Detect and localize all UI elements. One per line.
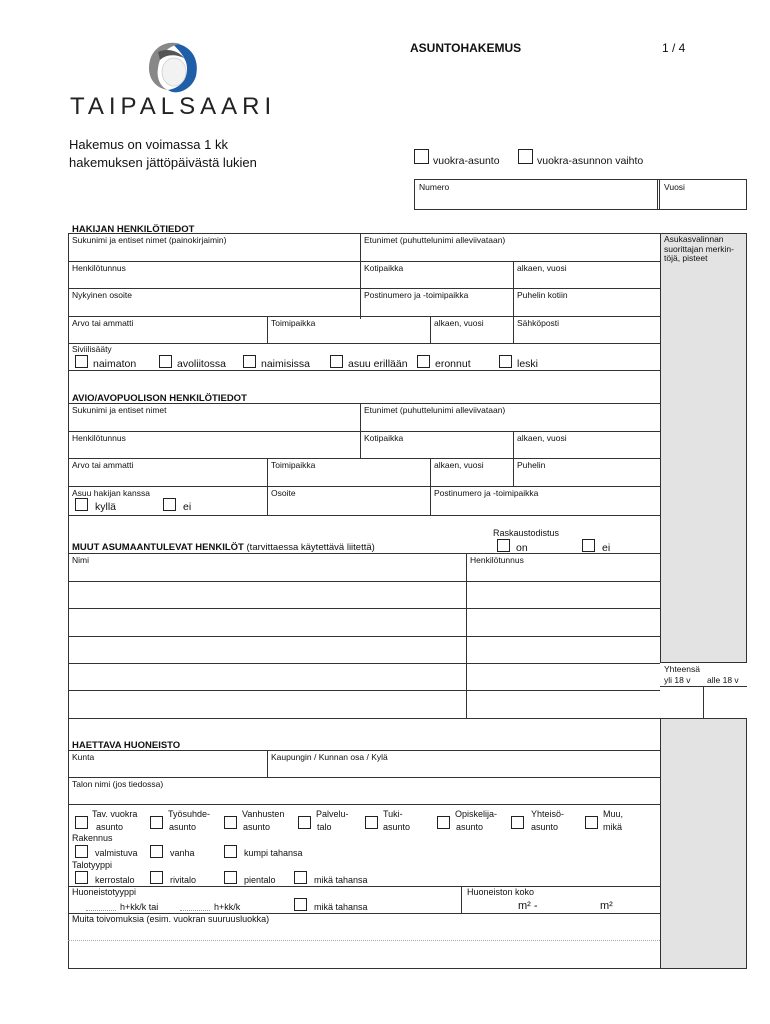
type-label-6b: asunto	[456, 822, 484, 832]
row-line	[68, 690, 660, 691]
validity-text-1: Hakemus on voimassa 1 kk	[69, 137, 228, 152]
municipality-field[interactable]	[70, 762, 265, 776]
applicant-firstnames-label: Etunimet (puhuttelunimi alleviivataan)	[364, 235, 506, 245]
form-title: ASUNTOHAKEMUS	[410, 41, 522, 55]
person-ssn-1[interactable]	[468, 566, 658, 581]
applicant-hometown-label: Kotipaikka	[364, 263, 404, 273]
checkbox-building-any[interactable]	[224, 845, 237, 858]
checkbox-type-community[interactable]	[511, 816, 524, 829]
spouse-workplace-field[interactable]	[269, 470, 428, 485]
spouse-firstnames-field[interactable]	[362, 415, 658, 431]
building-label: Rakennus	[72, 833, 113, 843]
over18-label: yli 18 v	[664, 675, 691, 685]
name-column-header: Nimi	[72, 555, 89, 565]
marital-label: Siviilisääty	[72, 344, 112, 354]
building-opt-any: kumpi tahansa	[244, 848, 303, 858]
pregnancy-no-label: ei	[602, 542, 611, 554]
room-any-label: mikä tahansa	[314, 902, 368, 912]
checkbox-leski[interactable]	[499, 355, 512, 368]
spouse-phone-field[interactable]	[515, 470, 658, 485]
spouse-postal-label: Postinumero ja -toimipaikka	[434, 488, 539, 498]
person-ssn-2[interactable]	[468, 583, 658, 607]
applicant-since2-label: alkaen, vuosi	[434, 318, 484, 328]
checkbox-type-other[interactable]	[585, 816, 598, 829]
house-type-apartment: kerrostalo	[95, 875, 135, 885]
type-label-8b: mikä	[603, 822, 623, 832]
person-ssn-5[interactable]	[468, 665, 658, 689]
total-label: Yhteensä	[664, 664, 700, 674]
divider	[513, 261, 514, 319]
spouse-hometown-label: Kotipaikka	[364, 433, 404, 443]
other-wishes-label: Muita toivomuksia (esim. vuokran suuruusluokka)	[72, 914, 270, 924]
person-row-1[interactable]	[70, 566, 464, 581]
checkbox-type-student[interactable]	[437, 816, 450, 829]
person-row-6[interactable]	[70, 692, 464, 716]
divider	[513, 316, 514, 343]
checkbox-lives-with-no[interactable]	[163, 498, 176, 511]
applicant-hometown-field[interactable]	[362, 273, 512, 287]
spouse-since-label: alkaen, vuosi	[517, 433, 567, 443]
checkbox-type-employment[interactable]	[150, 816, 163, 829]
applicant-workplace-label: Toimipaikka	[271, 318, 316, 328]
person-row-4[interactable]	[70, 638, 464, 662]
numero-label: Numero	[419, 182, 450, 192]
type-label-3b: asunto	[243, 822, 271, 832]
type-label-4a: Palvelu-	[316, 809, 349, 819]
row-line	[68, 886, 660, 887]
spouse-occupation-field[interactable]	[70, 470, 265, 485]
room-type-field-2[interactable]	[180, 898, 210, 911]
spouse-since-field[interactable]	[515, 443, 658, 458]
type-label-1b: asunto	[96, 822, 124, 832]
others-title-text: MUUT ASUMAANTULEVAT HENKILÖT	[72, 542, 244, 553]
type-label-5b: asunto	[383, 822, 411, 832]
divider	[461, 886, 462, 913]
type-label-7b: asunto	[531, 822, 559, 832]
row-line	[68, 718, 747, 719]
others-section-title	[72, 542, 375, 553]
house-type-small: pientalo	[244, 875, 276, 885]
checkbox-avoliitossa[interactable]	[159, 355, 172, 368]
row-line	[660, 662, 747, 663]
dotted-line	[68, 940, 660, 941]
municipality-logo	[70, 38, 277, 128]
validity-text-2: hakemuksen jättöpäivästä lukien	[69, 155, 257, 170]
spouse-ssn-label: Henkilötunnus	[72, 433, 126, 443]
marital-option: naimisissa	[261, 358, 311, 370]
person-row-5[interactable]	[70, 665, 464, 689]
type-label-5a: Tuki-	[383, 809, 403, 819]
checkbox-rent-swap[interactable]	[518, 149, 533, 164]
checkbox-pregnancy-yes[interactable]	[497, 539, 510, 552]
building-name-label: Talon nimi (jos tiedossa)	[72, 779, 164, 789]
spouse-section-title: AVIO/AVOPUOLISON HENKILÖTIEDOT	[72, 393, 247, 404]
pregnancy-yes-label: on	[516, 542, 528, 554]
row-line	[68, 458, 660, 459]
other-wishes-field[interactable]	[70, 925, 658, 967]
size-unit-2: m²	[600, 900, 613, 912]
row-line	[68, 343, 660, 344]
checkbox-pregnancy-no[interactable]	[582, 539, 595, 552]
size-label: Huoneiston koko	[467, 887, 535, 897]
size-unit-1: m² -	[518, 900, 538, 912]
checkbox-lives-with-yes[interactable]	[75, 498, 88, 511]
checkbox-type-elderly[interactable]	[224, 816, 237, 829]
district-label: Kaupungin / Kunnan osa / Kylä	[271, 752, 388, 762]
type-label-8a: Muu,	[603, 809, 624, 819]
house-type-label: Talotyyppi	[72, 860, 113, 870]
row-line	[68, 288, 660, 289]
spouse-phone-label: Puhelin	[517, 460, 546, 470]
spouse-postal-field[interactable]	[432, 498, 658, 513]
option-swap-label: vuokra-asunnon vaihto	[537, 155, 644, 167]
side-column-border	[660, 233, 661, 969]
checkbox-naimaton[interactable]	[75, 355, 88, 368]
applicant-address-field[interactable]	[70, 300, 358, 316]
type-label-4b: talo	[317, 822, 332, 832]
row-line	[68, 515, 660, 516]
logo-emblem-icon	[132, 38, 212, 98]
logo-wordmark: TAIPALSAARI	[70, 93, 277, 120]
spouse-occupation-label: Arvo tai ammatti	[72, 460, 134, 470]
type-label-2a: Työsuhde-	[168, 809, 211, 819]
applicant-postal-label: Postinumero ja -toimipaikka	[364, 290, 469, 300]
lives-with-label: Asuu hakijan kanssa	[72, 488, 150, 498]
applicant-surname-field[interactable]	[70, 245, 358, 261]
row-line	[68, 608, 660, 609]
spouse-since2-label: alkaen, vuosi	[434, 460, 484, 470]
vuosi-label: Vuosi	[664, 182, 685, 192]
applicant-phone-field[interactable]	[515, 300, 658, 316]
applicant-ssn-label: Henkilötunnus	[72, 263, 126, 273]
applicant-firstnames-field[interactable]	[362, 245, 658, 261]
lives-with-no-label: ei	[183, 501, 192, 513]
checkbox-house-row[interactable]	[150, 871, 163, 884]
spouse-workplace-label: Toimipaikka	[271, 460, 316, 470]
marital-option: leski	[517, 358, 539, 370]
building-name-field[interactable]	[70, 789, 658, 803]
spouse-address-field[interactable]	[269, 498, 428, 513]
divider	[267, 316, 268, 343]
divider	[360, 233, 361, 319]
applicant-postal-field[interactable]	[362, 300, 512, 316]
spouse-firstnames-label: Etunimet (puhuttelunimi alleviivataan)	[364, 405, 506, 415]
type-label-1a: Tav. vuokra	[92, 809, 138, 819]
row-line	[68, 581, 660, 582]
applicant-section-title: HAKIJAN HENKILÖTIEDOT	[72, 224, 195, 235]
spouse-address-label: Osoite	[271, 488, 296, 498]
pregnancy-label: Raskaustodistus	[493, 528, 560, 538]
option-rent-label: vuokra-asunto	[433, 155, 500, 167]
person-ssn-4[interactable]	[468, 638, 658, 662]
house-type-any: mikä tahansa	[314, 875, 368, 885]
page-number: 1 / 4	[662, 41, 686, 55]
room-type-label: Huoneistotyyppi	[72, 887, 137, 897]
checkbox-type-service[interactable]	[298, 816, 311, 829]
applicant-occupation-label: Arvo tai ammatti	[72, 318, 134, 328]
building-opt-new: valmistuva	[95, 848, 138, 858]
applicant-email-label: Sähköposti	[517, 318, 560, 328]
number-field[interactable]	[415, 180, 657, 209]
checkbox-type-support[interactable]	[365, 816, 378, 829]
checkbox-type-regular-rent[interactable]	[75, 816, 88, 829]
type-label-3a: Vanhusten	[242, 809, 285, 819]
total-under18-field[interactable]	[705, 688, 746, 717]
row-line	[68, 663, 660, 664]
room-opt-1: h+kk/k tai	[120, 902, 159, 912]
house-type-row: rivitalo	[170, 875, 197, 885]
others-title-note: (tarvittaessa käytettävä liitettä)	[246, 542, 375, 553]
checkbox-house-apartment[interactable]	[75, 871, 88, 884]
type-label-7a: Yhteisö-	[531, 809, 565, 819]
row-line	[68, 636, 660, 637]
row-line	[68, 261, 660, 262]
type-label-6a: Opiskelija-	[455, 809, 498, 819]
divider	[513, 431, 514, 487]
room-type-field-1[interactable]	[86, 898, 116, 911]
room-opt-2: h+kk/k	[214, 902, 241, 912]
marital-option: avoliitossa	[177, 358, 227, 370]
size-max-field[interactable]	[545, 898, 597, 911]
row-line	[68, 777, 660, 778]
checkbox-asuu-erillaan[interactable]	[330, 355, 343, 368]
checkbox-building-new[interactable]	[75, 845, 88, 858]
applicant-surname-label: Sukunimi ja entiset nimet (painokirjaimin)	[72, 235, 227, 245]
marital-option: eronnut	[435, 358, 471, 370]
lives-with-yes-label: kyllä	[95, 501, 117, 513]
row-line	[660, 686, 747, 687]
row-line	[68, 553, 660, 554]
municipality-label: Kunta	[72, 752, 95, 762]
housing-section-title: HAETTAVA HUONEISTO	[72, 740, 181, 751]
row-line	[68, 486, 660, 487]
row-line	[68, 804, 660, 805]
divider	[267, 750, 268, 777]
checkbox-eronnut[interactable]	[417, 355, 430, 368]
applicant-occupation-field[interactable]	[70, 328, 265, 342]
spouse-surname-field[interactable]	[70, 415, 358, 431]
row-line	[68, 316, 660, 317]
checkbox-house-small[interactable]	[224, 871, 237, 884]
checkbox-rent-apartment[interactable]	[414, 149, 429, 164]
spouse-since2-field[interactable]	[432, 470, 511, 485]
checkbox-house-any[interactable]	[294, 871, 307, 884]
person-ssn-6[interactable]	[468, 692, 658, 716]
spouse-hometown-field[interactable]	[362, 443, 512, 458]
size-min-field[interactable]	[465, 898, 515, 911]
under18-label: alle 18 v	[707, 675, 739, 685]
building-opt-old: vanha	[170, 848, 195, 858]
person-row-3[interactable]	[70, 610, 464, 634]
side-note: Asukasvalinnan suorittajan merkin-töjä, pisteet	[664, 234, 734, 263]
checkbox-naimisissa[interactable]	[243, 355, 256, 368]
row-line	[68, 431, 660, 432]
applicant-ssn-field[interactable]	[70, 273, 358, 287]
applicant-phone-label: Puhelin kotiin	[517, 290, 568, 300]
total-over18-field[interactable]	[661, 688, 702, 717]
checkbox-building-old[interactable]	[150, 845, 163, 858]
spouse-ssn-field[interactable]	[70, 443, 358, 458]
applicant-since-label: alkaen, vuosi	[517, 263, 567, 273]
applicant-workplace-field[interactable]	[269, 328, 428, 342]
marital-option: asuu erillään	[348, 358, 408, 370]
row-line	[68, 370, 660, 371]
applicant-address-label: Nykyinen osoite	[72, 290, 133, 300]
person-row-2[interactable]	[70, 583, 464, 607]
divider	[430, 316, 431, 343]
applicant-email-field[interactable]	[515, 328, 658, 342]
applicant-since2-field[interactable]	[432, 328, 511, 342]
person-ssn-3[interactable]	[468, 610, 658, 634]
applicant-since-field[interactable]	[515, 273, 658, 287]
type-label-2b: asunto	[169, 822, 197, 832]
checkbox-room-any[interactable]	[294, 898, 307, 911]
district-field[interactable]	[269, 762, 658, 776]
ssn-column-header: Henkilötunnus	[470, 555, 524, 565]
marital-option: naimaton	[93, 358, 137, 370]
divider	[703, 686, 704, 718]
spouse-surname-label: Sukunimi ja entiset nimet	[72, 405, 167, 415]
